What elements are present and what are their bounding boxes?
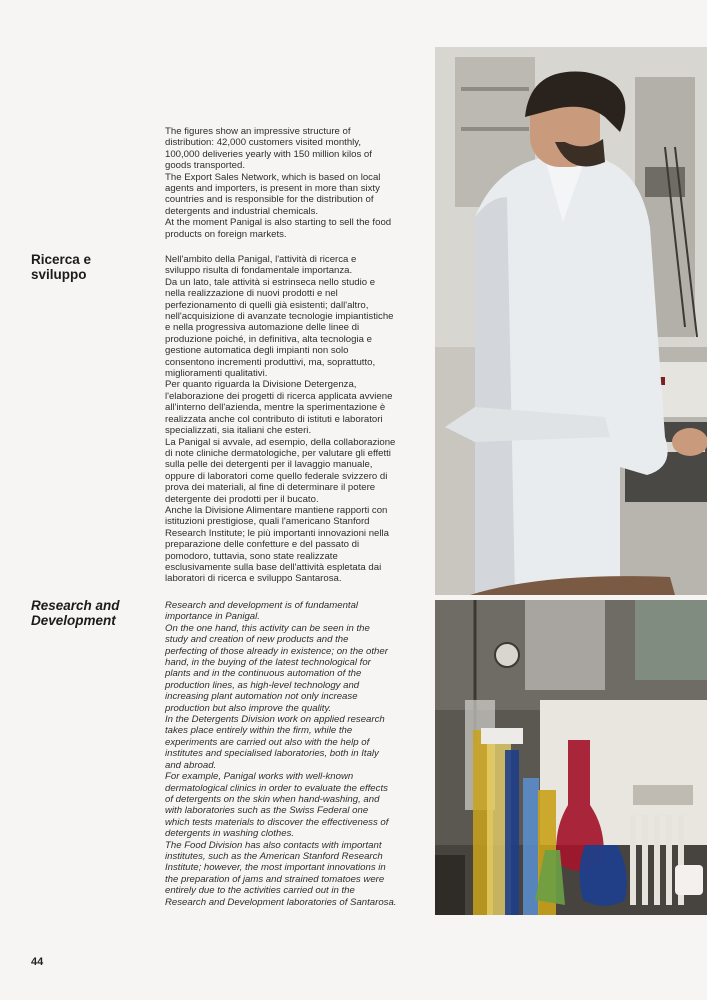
paragraph-ricerca-e-sviluppo: Nell'ambito della Panigal, l'attività di ricerca e sviluppo risulta di fondamentale importanza. Da un lato, tale attività si estrinseca nello studio e nella realizzazione di nuovi prodotti e nel perfezionamento di quelli già esistenti; dall'altro, nell'acquisizione di avanzate tecnologie impiantistiche e nella progressiva automazione delle linee di produzione poiché, in definitiva, alta tecnologia e gestione automatica degli impianti non solo consentono incrementi produttivi, ma, soprattutto, miglioramenti qualitativi. Per quanto riguarda la Divisione Detergenza, l'elaborazione dei progetti di ricerca applicata avviene all'interno dell'azienda, mentre la sperimentazione è realizzata anche col contributo di istituti e laboratori specializzati, sia italiani che esteri. La Panigal si avvale, ad esempio, della collaborazione di note cliniche dermatologiche, per valutare gli effetti sulla pelle dei detergenti per il lavaggio manuale, oppure di laboratori come quello federale svizzero di prova dei materiali, al fine di determinare il potere detergente dei prodotti per il bucato. Anche la Divisione Alimentare mantiene rapporti con istituzioni prestigiose, quali l'americano Stanford Research Institute; le più importanti innovazioni nella preparazione delle confetture e del passato di pomodoro, tuttavia, sono state realizzate esclusivamente sulla base dell'attività espletata dai laboratori di ricerca e sviluppo Santarosa.	[165, 254, 396, 585]
photo-lab-glassware	[435, 600, 707, 915]
heading-ricerca-e-sviluppo: Ricerca e sviluppo	[31, 252, 92, 282]
paragraph-research-and-development: Research and development is of fundamental importance in Panigal. On the one hand, this activity can be seen in the study and creation of new products and the perfecting of those already in existence; on the other hand, in the buying of the latest technological for plants and in the continuous automation of the production lines, as high-level technology and increasing plant automation not only increase production but also improve the quality. In the Detergents Division work on applied research takes place entirely within the firm, while the experiments are carried out also with the help of institutes and specialised laboratories, both in Italy and abroad. For example, Panigal works with well-known dermatological clinics in order to evaluate the effects of detergents on the skin when hand-washing, and with laboratories such as the Swiss Federal one which tests materials to discover the effectiveness of detergents in washing clothes. The Food Division has also contacts with important institutes, such as the American Stanford Research Institute; however, the most important innovations in the preparation of jams and strained tomatoes were entirely due to the activities carried out in the Research and Development laboratories of Santarosa.	[165, 600, 397, 908]
intro-paragraph: The figures show an impressive structure of distribution: 42,000 customers visited monthly, 100,000 deliveries yearly with 150 million kilos of goods transported. The Export Sales Network, which is based on local agents and importers, is present in more than sixty countries and is responsible for the distribution of detergents and industrial chemicals. At the moment Panigal is also starting to sell the food products on foreign markets.	[165, 126, 392, 240]
heading-research-and-development: Research and Development	[31, 598, 120, 628]
page-number: 44	[31, 956, 44, 968]
photo-lab-technician	[435, 47, 707, 595]
